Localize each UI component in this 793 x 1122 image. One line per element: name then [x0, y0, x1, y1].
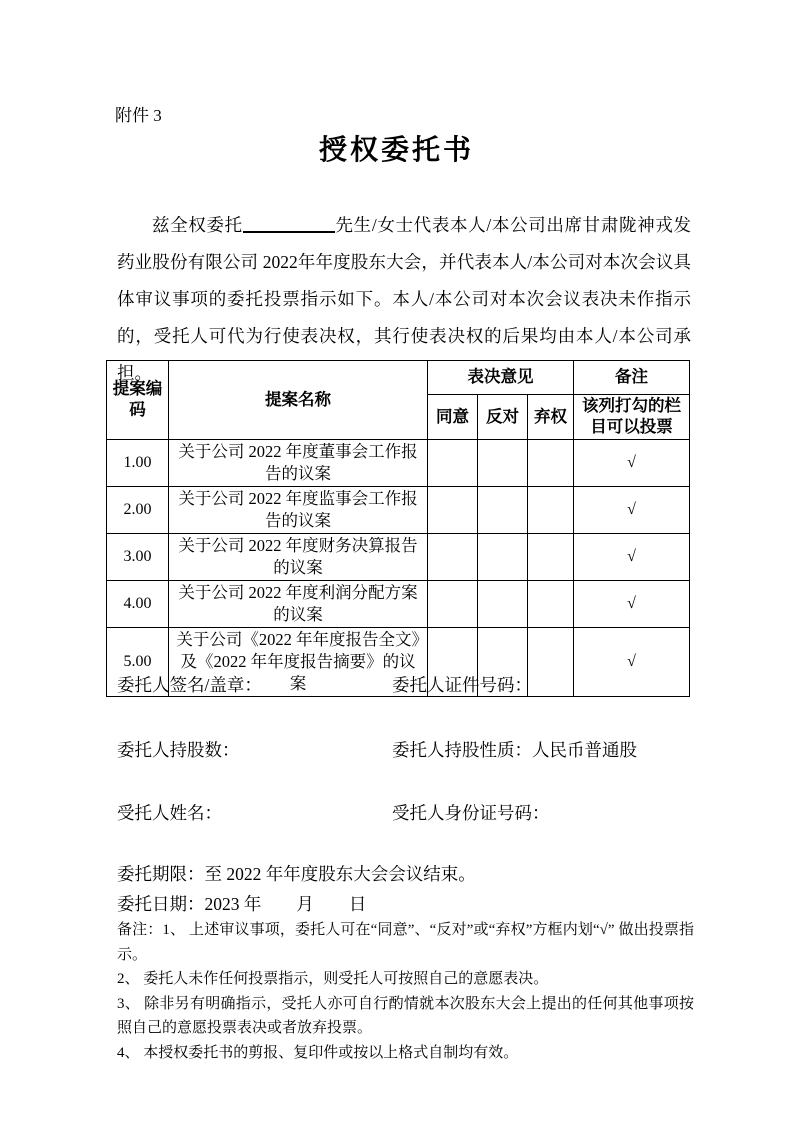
- remark-check-cell: √: [574, 487, 690, 534]
- page-title: 授权委托书: [318, 134, 474, 165]
- field-date: 委托日期：2023 年 月 日: [117, 894, 367, 914]
- header-remark: 备注: [574, 361, 690, 395]
- proposal-code-cell: 5.00: [107, 628, 169, 697]
- vote-agree-cell: [428, 581, 478, 628]
- vote-abstain-cell: [528, 628, 574, 697]
- note-item: 2、 委托人未作任何投票指示，则受托人可按照自己的意愿表决。: [117, 971, 549, 987]
- proposal-name-cell: 关于公司 2022 年度利润分配方案的议案: [169, 581, 428, 628]
- vote-against-cell: [478, 440, 528, 487]
- notes-section: [117, 918, 694, 1065]
- field-trustee-id: 受托人身份证号码：: [392, 803, 550, 823]
- proxy-voting-table: [106, 360, 690, 697]
- field-principal-share-type: 委托人持股性质：人民币普通股: [392, 740, 637, 760]
- intro-rest: 先生/女士代表本人/本公司出席甘肃陇神戎发药业股份有限公司 2022年年度股东大会，并代表本人/本公司对本次会议具体审议事项的委托投票指示如下。本人/本公司对本次会议表决未作指示的，受托人可代为行使表决权，其行使表决权的后果均由本人/本公司承担。: [117, 215, 691, 383]
- attachment-label: 附件 3: [115, 106, 162, 125]
- vote-abstain-cell: [528, 440, 574, 487]
- note-item: 3、 除非另有明确指示，受托人亦可自行酌情就本次股东大会上提出的任何其他事项按照自己的意愿投票表决或者放弃投票。: [117, 995, 694, 1036]
- vote-against-cell: [478, 487, 528, 534]
- intro-lead: 兹全权委托: [152, 215, 243, 235]
- table-row: [107, 534, 690, 581]
- vote-abstain-cell: [528, 534, 574, 581]
- proposal-code-cell: 1.00: [107, 440, 169, 487]
- vote-agree-cell: [428, 440, 478, 487]
- proposal-name-cell: 关于公司《2022 年年度报告全文》及《2022 年年度报告摘要》的议案: [169, 628, 428, 697]
- blank-underline: [243, 231, 335, 233]
- remark-check-cell: √: [574, 628, 690, 697]
- field-term: 委托期限：至 2022 年年度股东大会会议结束。: [117, 864, 476, 884]
- table-row: [107, 440, 690, 487]
- header-proposal-code: 提案编码: [107, 361, 169, 440]
- field-principal-signature: 委托人签名/盖章：: [117, 675, 262, 695]
- field-principal-shares: 委托人持股数：: [117, 740, 240, 760]
- vote-agree-cell: [428, 487, 478, 534]
- header-against: 反对: [478, 395, 528, 440]
- table-row: [107, 487, 690, 534]
- vote-against-cell: [478, 534, 528, 581]
- table-row: [107, 581, 690, 628]
- header-vote-opinion: 表决意见: [428, 361, 574, 395]
- proposal-name-cell: 关于公司 2022 年度董事会工作报告的议案: [169, 440, 428, 487]
- remark-check-cell: √: [574, 440, 690, 487]
- header-remark-note: 该列打勾的栏目可以投票: [574, 395, 690, 440]
- note-item: 备注：1、 上述审议事项，委托人可在“同意”、“反对”或“弃权”方框内划“√” 做出投票指示。: [117, 922, 694, 963]
- proposal-code-cell: 2.00: [107, 487, 169, 534]
- field-principal-id: 委托人证件号码：: [392, 675, 532, 695]
- vote-abstain-cell: [528, 581, 574, 628]
- field-trustee-name: 受托人姓名：: [117, 803, 222, 823]
- remark-check-cell: √: [574, 581, 690, 628]
- proposal-name-cell: 关于公司 2022 年度财务决算报告的议案: [169, 534, 428, 581]
- remark-check-cell: √: [574, 534, 690, 581]
- proposal-code-cell: 3.00: [107, 534, 169, 581]
- proposal-code-cell: 4.00: [107, 581, 169, 628]
- vote-abstain-cell: [528, 487, 574, 534]
- table-header-row-1: [107, 361, 690, 395]
- vote-agree-cell: [428, 534, 478, 581]
- header-agree: 同意: [428, 395, 478, 440]
- proposal-name-cell: 关于公司 2022 年度监事会工作报告的议案: [169, 487, 428, 534]
- header-proposal-name: 提案名称: [169, 361, 428, 440]
- note-item: 4、 本授权委托书的剪报、复印件或按以上格式自制均有效。: [117, 1044, 519, 1061]
- vote-against-cell: [478, 581, 528, 628]
- header-abstain: 弃权: [528, 395, 574, 440]
